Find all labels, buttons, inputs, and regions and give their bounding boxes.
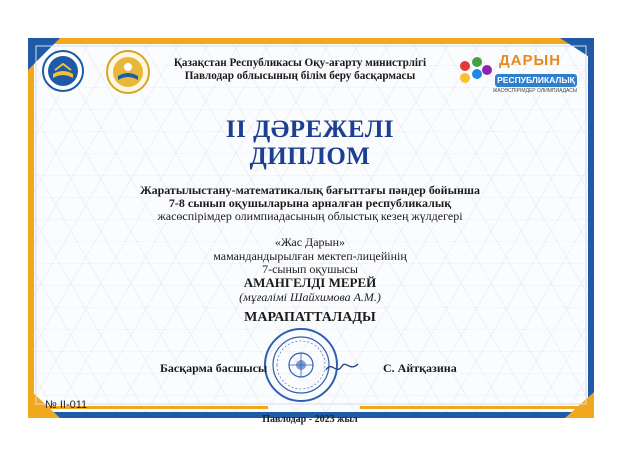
olympiad-sub: ЖАСӨСПІРІМДЕР ОЛИМПИАДАСЫ: [492, 88, 578, 94]
diploma-title: ДИПЛОМ: [249, 143, 371, 170]
award-text: МАРАПАТТАЛАДЫ: [244, 310, 376, 325]
school-type: мамандандырылған мектеп-лицейінің: [213, 249, 407, 263]
signatory-position: Басқарма басшысы: [160, 361, 268, 375]
citation-line-2: 7-8 сынып оқушыларына арналған республикалық: [168, 196, 452, 210]
header: [150, 57, 450, 83]
daryn-olympiad-logo-icon: [455, 52, 580, 98]
open-book-emblem-icon: [106, 50, 150, 99]
recipient-name: АМАНГЕЛДІ МЕРЕЙ: [243, 275, 377, 290]
teacher-name: (мұғалімі Шайхимова А.М.): [239, 290, 381, 304]
citation: [70, 184, 550, 210]
footer-city-year: Павлодар - 2023 жыл: [262, 414, 358, 425]
school-name: «Жас Дарын»: [274, 235, 346, 249]
department-name: Павлодар облысының білім беру басқармасы: [184, 70, 416, 82]
daryn-brand: ДАРЫН: [499, 52, 562, 69]
ministry-name: Қазақстан Республикасы Оқу-ағарту министрлігі: [173, 57, 427, 69]
olympiad-name: РЕСПУБЛИКАЛЫҚ: [497, 75, 575, 85]
citation-line-3: жасөспірімдер олимпиадасының облыстық кезең жүлдегері: [157, 209, 463, 223]
signature-mark: [322, 356, 362, 378]
book-emblem-icon: [42, 50, 84, 97]
school-grade: 7-сынып оқушысы: [262, 262, 358, 276]
diploma-number: № II-011: [45, 399, 88, 411]
diploma-degree: II ДӘРЕЖЕЛІ: [225, 116, 395, 143]
signatory-name: С. Айтқазина: [383, 361, 457, 375]
citation-line-1: Жаратылыстану-математикалық бағыттағы пәндер бойынша: [140, 183, 480, 197]
